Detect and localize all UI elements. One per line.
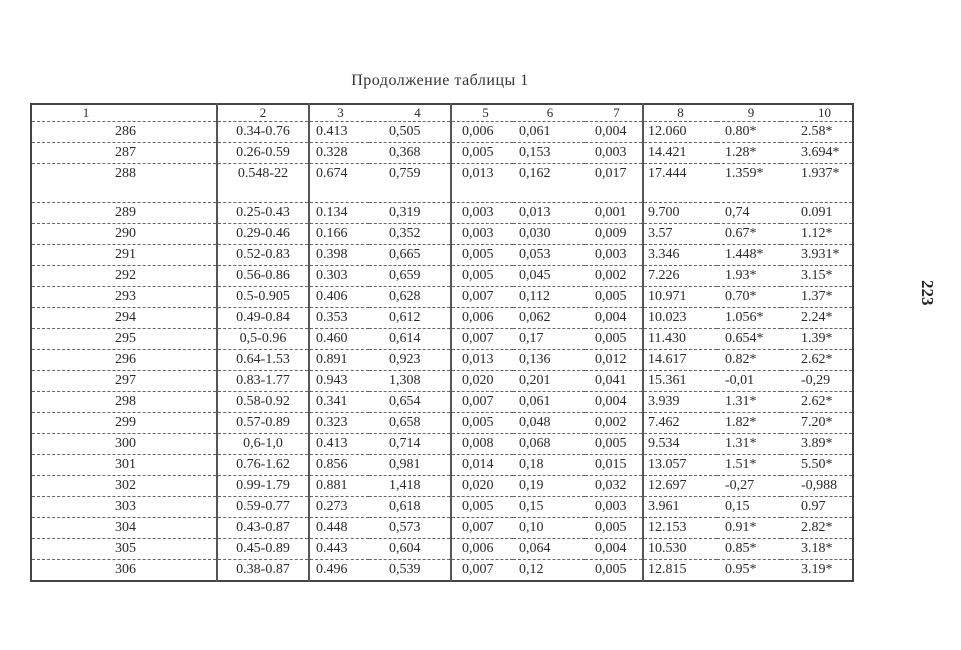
table-row: [31, 539, 853, 560]
table-cell: 0.448: [309, 518, 369, 539]
table-cell: 0.26-0.59: [217, 143, 309, 164]
table-row: [31, 392, 853, 413]
table-row: [31, 455, 853, 476]
table-cell: 1.937*: [781, 164, 853, 203]
table-cell: 0.406: [309, 287, 369, 308]
table-cell: 0,004: [585, 308, 643, 329]
table-cell: 3.57: [643, 224, 717, 245]
table-cell: 302: [31, 476, 217, 497]
table-cell: 3.18*: [781, 539, 853, 560]
table-cell: 0.49-0.84: [217, 308, 309, 329]
table-cell: 0,005: [585, 434, 643, 455]
table-cell: 305: [31, 539, 217, 560]
table-cell: 0,004: [585, 392, 643, 413]
table-cell: 0,045: [513, 266, 585, 287]
table-cell: 0,061: [513, 122, 585, 143]
table-cell: 0,12: [513, 560, 585, 582]
table-cell: 0,10: [513, 518, 585, 539]
table-cell: 11.430: [643, 329, 717, 350]
table-cell: 0,005: [451, 497, 513, 518]
table-cell: 0.134: [309, 203, 369, 224]
table-cell: 292: [31, 266, 217, 287]
table-cell: 0,007: [451, 518, 513, 539]
table-cell: 0.58-0.92: [217, 392, 309, 413]
table-cell: 0.34-0.76: [217, 122, 309, 143]
table-cell: 0.99-1.79: [217, 476, 309, 497]
table-cell: 1.12*: [781, 224, 853, 245]
table-cell: 0,17: [513, 329, 585, 350]
table-cell: 0,012: [585, 350, 643, 371]
table-cell: 0,003: [451, 203, 513, 224]
table-cell: 286: [31, 122, 217, 143]
table-row: [31, 560, 853, 582]
table-cell: 9.700: [643, 203, 717, 224]
table-cell: 0.5-0.905: [217, 287, 309, 308]
table-cell: 0,618: [369, 497, 451, 518]
table-cell: 0,368: [369, 143, 451, 164]
table-cell: 0,005: [451, 413, 513, 434]
table-cell: 0,041: [585, 371, 643, 392]
table-cell: 0,062: [513, 308, 585, 329]
table-cell: 0,005: [451, 143, 513, 164]
table-cell: 295: [31, 329, 217, 350]
column-header-2: 2: [217, 104, 309, 122]
table-row: [31, 122, 853, 143]
table-cell: 0,009: [585, 224, 643, 245]
table-row: [31, 266, 853, 287]
table-cell: 2.62*: [781, 350, 853, 371]
column-header-7: 7: [585, 104, 643, 122]
table-cell: 289: [31, 203, 217, 224]
table-cell: 13.057: [643, 455, 717, 476]
table-cell: 0.91*: [717, 518, 781, 539]
table-cell: 0.85*: [717, 539, 781, 560]
table-cell: 12.697: [643, 476, 717, 497]
table-cell: 0.856: [309, 455, 369, 476]
table-cell: 0,005: [585, 560, 643, 582]
table-cell: 0.67*: [717, 224, 781, 245]
table-cell: 7.20*: [781, 413, 853, 434]
table-cell: 0,004: [585, 122, 643, 143]
table-cell: 0,007: [451, 287, 513, 308]
table-cell: 0.413: [309, 434, 369, 455]
table-cell: 0,19: [513, 476, 585, 497]
column-header-8: 8: [643, 104, 717, 122]
table-cell: 0.328: [309, 143, 369, 164]
table-cell: 0.64-1.53: [217, 350, 309, 371]
table-cell: 0,74: [717, 203, 781, 224]
table-cell: 294: [31, 308, 217, 329]
table-cell: 0.76-1.62: [217, 455, 309, 476]
table-row: [31, 413, 853, 434]
table-cell: 0,007: [451, 392, 513, 413]
table-cell: 2.82*: [781, 518, 853, 539]
table-cell: 1.448*: [717, 245, 781, 266]
table-cell: 2.24*: [781, 308, 853, 329]
table-cell: 0.674: [309, 164, 369, 203]
table-cell: 0,048: [513, 413, 585, 434]
table-cell: 0,604: [369, 539, 451, 560]
table-cell: 0,352: [369, 224, 451, 245]
table-cell: 0.25-0.43: [217, 203, 309, 224]
table-cell: 3.939: [643, 392, 717, 413]
table-cell: 1.37*: [781, 287, 853, 308]
table-body: [31, 122, 853, 582]
table-cell: 0,505: [369, 122, 451, 143]
table-cell: 0,068: [513, 434, 585, 455]
table-cell: 0,923: [369, 350, 451, 371]
table-cell: 3.346: [643, 245, 717, 266]
table-cell: 0.496: [309, 560, 369, 582]
table-row: [31, 350, 853, 371]
table-cell: 0,153: [513, 143, 585, 164]
table-cell: 288: [31, 164, 217, 203]
table-cell: 0,981: [369, 455, 451, 476]
table-cell: 0,112: [513, 287, 585, 308]
table-cell: 12.060: [643, 122, 717, 143]
table-cell: 3.931*: [781, 245, 853, 266]
table-cell: 0,006: [451, 122, 513, 143]
table-cell: 0,006: [451, 308, 513, 329]
table-cell: 306: [31, 560, 217, 582]
table-cell: 0,008: [451, 434, 513, 455]
table-row: [31, 434, 853, 455]
table-cell: 0.166: [309, 224, 369, 245]
table-row: [31, 329, 853, 350]
table-cell: 0,612: [369, 308, 451, 329]
table-cell: 5.50*: [781, 455, 853, 476]
table-cell: 1.359*: [717, 164, 781, 203]
table-cell: 0,6-1,0: [217, 434, 309, 455]
table-row: [31, 497, 853, 518]
table-row: [31, 245, 853, 266]
table-cell: 1.31*: [717, 434, 781, 455]
table-cell: 0.654*: [717, 329, 781, 350]
table-cell: 299: [31, 413, 217, 434]
header-row: [31, 104, 853, 122]
table-cell: 0.45-0.89: [217, 539, 309, 560]
table-cell: 3.89*: [781, 434, 853, 455]
table-cell: 0,003: [585, 245, 643, 266]
page-number: 223: [918, 280, 937, 306]
table-cell: 14.617: [643, 350, 717, 371]
column-header-3: 3: [309, 104, 369, 122]
table-cell: 1.51*: [717, 455, 781, 476]
table-cell: 0.57-0.89: [217, 413, 309, 434]
table-row: [31, 203, 853, 224]
data-table: [30, 103, 854, 582]
table-cell: 0.43-0.87: [217, 518, 309, 539]
table-cell: 1.28*: [717, 143, 781, 164]
table-cell: 0.59-0.77: [217, 497, 309, 518]
table-cell: 12.153: [643, 518, 717, 539]
table-cell: 2.62*: [781, 392, 853, 413]
table-cell: 0,061: [513, 392, 585, 413]
table-cell: 0.52-0.83: [217, 245, 309, 266]
table-row: [31, 308, 853, 329]
table-cell: 0.943: [309, 371, 369, 392]
table-cell: 304: [31, 518, 217, 539]
table-cell: 287: [31, 143, 217, 164]
column-header-10: 10: [781, 104, 853, 122]
table-row: [31, 164, 853, 203]
table-cell: 0,017: [585, 164, 643, 203]
table-cell: 1.93*: [717, 266, 781, 287]
table-cell: 0,005: [585, 287, 643, 308]
table-cell: 0,18: [513, 455, 585, 476]
table-cell: 0.460: [309, 329, 369, 350]
table-cell: 17.444: [643, 164, 717, 203]
table-cell: 0,053: [513, 245, 585, 266]
table-cell: 0,5-0.96: [217, 329, 309, 350]
table-cell: 0,002: [585, 413, 643, 434]
table-cell: 0.273: [309, 497, 369, 518]
table-row: [31, 371, 853, 392]
column-header-1: 1: [31, 104, 217, 122]
table-cell: 0,665: [369, 245, 451, 266]
table-cell: 0.413: [309, 122, 369, 143]
table-cell: 3.694*: [781, 143, 853, 164]
table-cell: 297: [31, 371, 217, 392]
table-cell: 0,006: [451, 539, 513, 560]
table-cell: 0,007: [451, 560, 513, 582]
table-cell: 0.70*: [717, 287, 781, 308]
table-cell: 0.38-0.87: [217, 560, 309, 582]
table-cell: 9.534: [643, 434, 717, 455]
table-cell: 0,654: [369, 392, 451, 413]
table-cell: 0,614: [369, 329, 451, 350]
table-cell: -0,29: [781, 371, 853, 392]
table-cell: 0.398: [309, 245, 369, 266]
table-row: [31, 518, 853, 539]
table-cell: 0,15: [513, 497, 585, 518]
table-cell: 0,007: [451, 329, 513, 350]
table-cell: 0,020: [451, 476, 513, 497]
table-cell: 0.29-0.46: [217, 224, 309, 245]
table-cell: 0,136: [513, 350, 585, 371]
table-cell: 0.881: [309, 476, 369, 497]
table-cell: 0,003: [451, 224, 513, 245]
table-cell: 10.023: [643, 308, 717, 329]
table-cell: 0,020: [451, 371, 513, 392]
table-cell: 1.056*: [717, 308, 781, 329]
table-cell: 0,003: [585, 143, 643, 164]
table-cell: 0,004: [585, 539, 643, 560]
table-cell: 0,201: [513, 371, 585, 392]
table-row: [31, 224, 853, 245]
table-cell: 1.82*: [717, 413, 781, 434]
table-cell: 0,162: [513, 164, 585, 203]
table-cell: 10.530: [643, 539, 717, 560]
table-cell: 0.80*: [717, 122, 781, 143]
table-cell: 0.443: [309, 539, 369, 560]
table-row: [31, 476, 853, 497]
table-cell: 293: [31, 287, 217, 308]
table-cell: 0,319: [369, 203, 451, 224]
table-cell: 0,005: [451, 245, 513, 266]
table-cell: 0,064: [513, 539, 585, 560]
column-header-4: 4: [369, 104, 451, 122]
table-cell: 296: [31, 350, 217, 371]
table-cell: 0,15: [717, 497, 781, 518]
table-cell: 2.58*: [781, 122, 853, 143]
table-cell: 0,001: [585, 203, 643, 224]
table-cell: 0,030: [513, 224, 585, 245]
table-cell: 0.82*: [717, 350, 781, 371]
table-cell: 0.95*: [717, 560, 781, 582]
table-row: [31, 287, 853, 308]
table-cell: 0,005: [585, 329, 643, 350]
table-cell: 303: [31, 497, 217, 518]
table-cell: 3.15*: [781, 266, 853, 287]
table-cell: 0,013: [451, 350, 513, 371]
table-cell: 290: [31, 224, 217, 245]
table-cell: 298: [31, 392, 217, 413]
table-cell: 0,032: [585, 476, 643, 497]
table-cell: 291: [31, 245, 217, 266]
table-cell: 1,308: [369, 371, 451, 392]
table-cell: 0,005: [585, 518, 643, 539]
table-cell: 301: [31, 455, 217, 476]
table-cell: 0,714: [369, 434, 451, 455]
table-cell: 0,539: [369, 560, 451, 582]
column-header-9: 9: [717, 104, 781, 122]
table-cell: 15.361: [643, 371, 717, 392]
table-cell: 0,014: [451, 455, 513, 476]
column-header-6: 6: [513, 104, 585, 122]
table-cell: 10.971: [643, 287, 717, 308]
table-cell: 0,573: [369, 518, 451, 539]
table-cell: 0,002: [585, 266, 643, 287]
table-cell: 300: [31, 434, 217, 455]
table-cell: 0,013: [451, 164, 513, 203]
table-cell: 0,659: [369, 266, 451, 287]
table-cell: 0.353: [309, 308, 369, 329]
table-cell: 0.891: [309, 350, 369, 371]
table-cell: -0,988: [781, 476, 853, 497]
table-cell: -0,27: [717, 476, 781, 497]
table-cell: 0,003: [585, 497, 643, 518]
column-header-5: 5: [451, 104, 513, 122]
table-cell: 7.462: [643, 413, 717, 434]
table-cell: 0.303: [309, 266, 369, 287]
table-cell: 0.97: [781, 497, 853, 518]
table-cell: 0,013: [513, 203, 585, 224]
table-cell: 12.815: [643, 560, 717, 582]
table-cell: 1,418: [369, 476, 451, 497]
table-caption: Продолжение таблицы 1: [351, 72, 529, 89]
table-cell: 0,628: [369, 287, 451, 308]
table-cell: 0.548-22: [217, 164, 309, 203]
table-cell: 0.341: [309, 392, 369, 413]
table-cell: 3.961: [643, 497, 717, 518]
table-cell: 7.226: [643, 266, 717, 287]
table-cell: 1.31*: [717, 392, 781, 413]
table-cell: 14.421: [643, 143, 717, 164]
table-cell: 0,005: [451, 266, 513, 287]
table-cell: 0.56-0.86: [217, 266, 309, 287]
table-cell: 0.091: [781, 203, 853, 224]
table-cell: 0,759: [369, 164, 451, 203]
table-cell: 0.83-1.77: [217, 371, 309, 392]
table-cell: 3.19*: [781, 560, 853, 582]
table-row: [31, 143, 853, 164]
table-cell: -0,01: [717, 371, 781, 392]
table-cell: 0,658: [369, 413, 451, 434]
table-cell: 0,015: [585, 455, 643, 476]
table-cell: 0.323: [309, 413, 369, 434]
table-cell: 1.39*: [781, 329, 853, 350]
